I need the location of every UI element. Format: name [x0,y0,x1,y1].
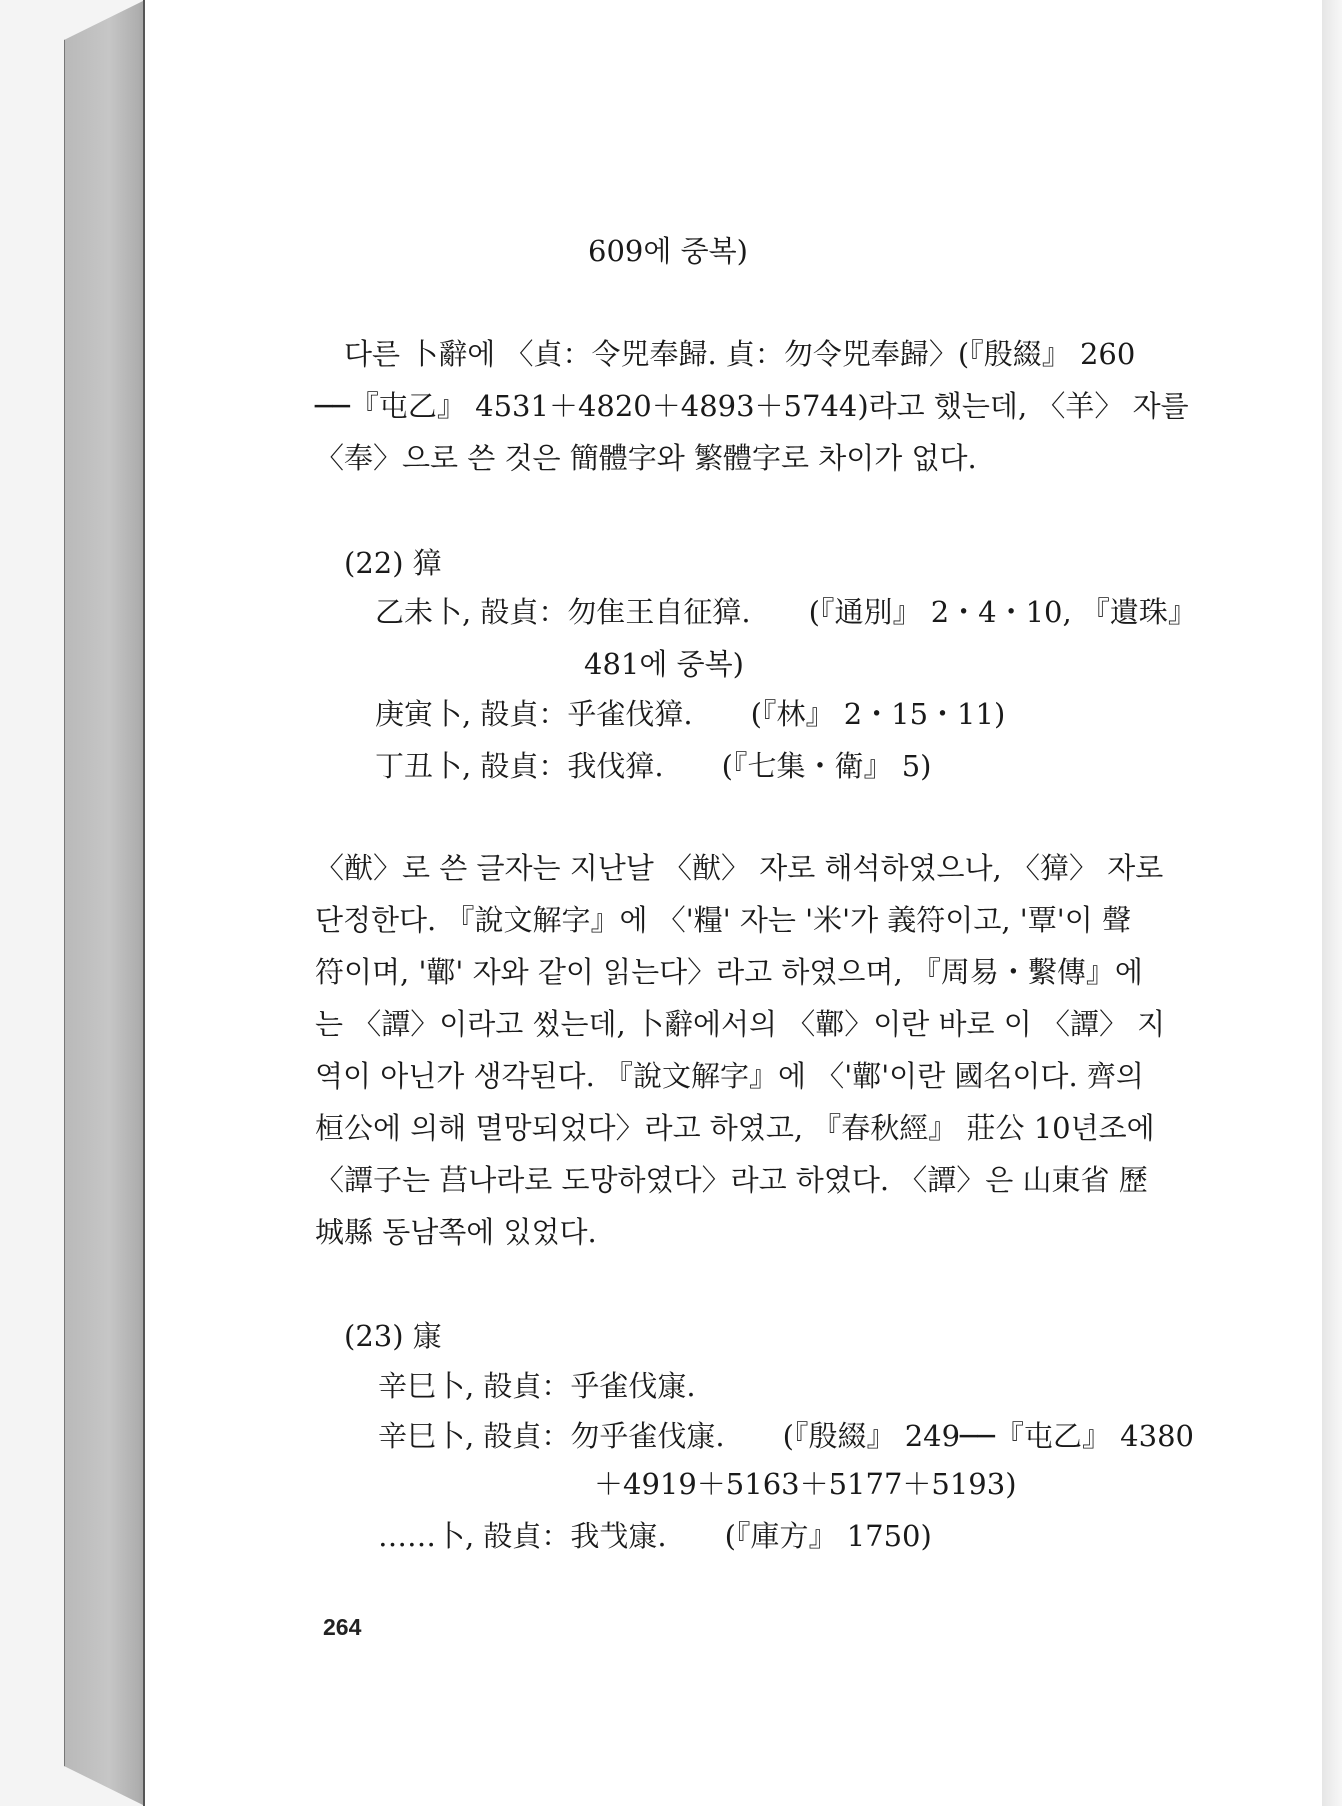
text-line: 는 〈譚〉이라고 썼는데, 卜辭에서의 〈鄿〉이란 바로 이 〈譚〉 지 [315,1007,1166,1041]
text-line: 481에 중복) [584,647,744,681]
text-line: 역이 아닌가 생각된다. 『說文解字』에 〈'鄿'이란 國名이다. 齊의 [315,1059,1144,1093]
text-line: 辛巳卜, 㱿貞：勿乎雀伐㝩. (『殷綴』 249──『屯乙』 4380 [378,1419,1194,1453]
text-line: ＋4919＋5163＋5177＋5193) [594,1467,1017,1501]
text-line: 桓公에 의해 멸망되었다〉라고 하였고, 『春秋經』 莊公 10년조에 [315,1111,1155,1145]
text-line: 〈猷〉로 쓴 글자는 지난날 〈猷〉 자로 해석하였으나, 〈獐〉 자로 [315,851,1164,885]
text-line: 庚寅卜, 㱿貞：乎雀伐獐. (『林』 2・15・11) [375,697,1006,731]
text-line: 단정한다. 『說文解字』에 〈'糧' 자는 '米'가 義符이고, '覃'이 聲 [315,903,1131,937]
book-spine [64,0,145,1806]
text-line: 〈奉〉으로 쓴 것은 簡體字와 繁體字로 차이가 없다. [315,441,977,475]
text-line: 丁丑卜, 㱿貞：我伐獐. (『七集・衛』 5) [375,749,932,783]
text-line: 〈譚子는 莒나라로 도망하였다〉라고 하였다. 〈譚〉은 山東省 歷 [315,1163,1148,1197]
text-line: 609에 중복) [588,234,748,268]
text-line: 符이며, '鄿' 자와 같이 읽는다〉라고 하였으며, 『周易・繫傳』에 [315,955,1143,989]
example-heading: (23) 㝩 [344,1319,442,1353]
text-line: 乙未卜, 㱿貞：勿隹王自征獐. (『通別』 2・4・10, 『遺珠』 [375,595,1197,629]
text-line: 다른 卜辭에 〈貞：令兕奉歸. 貞：勿令兕奉歸〉(『殷綴』 260 [344,337,1136,371]
page-number: 264 [323,1614,362,1640]
text-line: 辛巳卜, 㱿貞：乎雀伐㝩. [378,1369,696,1403]
text-line: ──『屯乙』 4531＋4820＋4893＋5744)라고 했는데, 〈羊〉 자를 [315,389,1189,423]
text-line: 城縣 동남쪽에 있었다. [315,1215,597,1249]
text-line: ……卜, 㱿貞：我𢦏㝩. (『庫方』 1750) [378,1519,932,1553]
page-right-edge [1322,0,1342,1806]
example-heading: (22) 獐 [344,546,442,580]
